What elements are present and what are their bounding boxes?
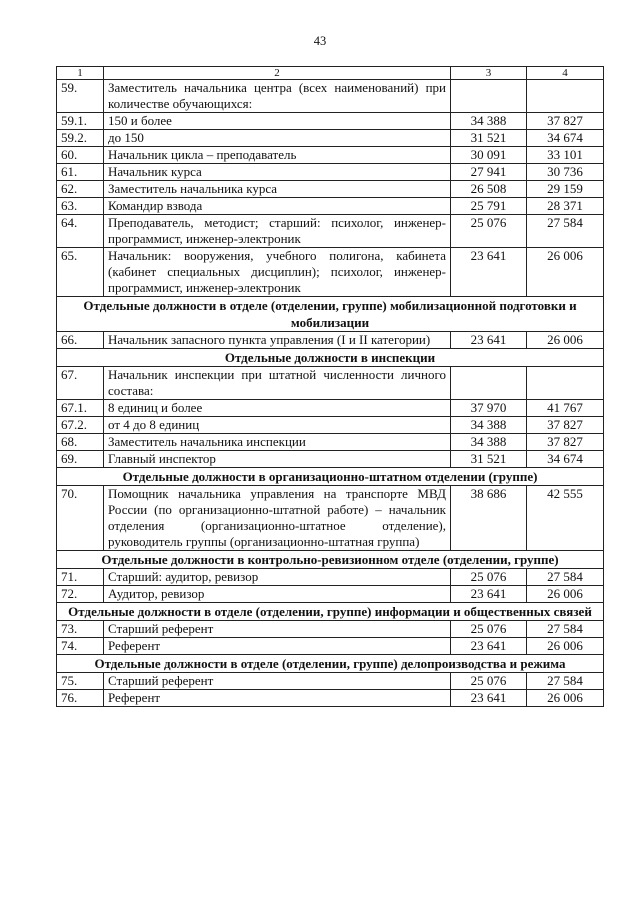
row-number: 59.2. [57,130,104,147]
row-number: 75. [57,673,104,690]
salary-column-4: 27 584 [527,215,604,248]
row-number: 67.1. [57,400,104,417]
salary-column-4: 29 159 [527,181,604,198]
column-number: 1 [57,67,104,80]
salary-column-4: 26 006 [527,586,604,603]
position-title: Начальник курса [104,164,451,181]
salary-column-3: 23 641 [451,586,527,603]
salary-column-3: 23 641 [451,332,527,349]
table-row [57,569,604,586]
section-header-row [57,297,604,332]
salary-column-4: 34 674 [527,451,604,468]
salary-column-3: 34 388 [451,113,527,130]
salary-column-4: 26 006 [527,690,604,707]
table-row [57,673,604,690]
salary-column-3: 23 641 [451,248,527,297]
position-title: Начальник инспекции при штатной численности личного состава: [104,367,451,400]
salary-column-4: 37 827 [527,113,604,130]
section-title: Отдельные должности в отделе (отделении, группе) мобилизационной подготовки и мобилизации [57,297,604,332]
row-number: 69. [57,451,104,468]
salary-column-4: 26 006 [527,248,604,297]
position-title: Аудитор, ревизор [104,586,451,603]
salary-column-4: 27 584 [527,673,604,690]
salary-column-4: 41 767 [527,400,604,417]
section-title: Отдельные должности в инспекции [57,349,604,367]
table-row [57,181,604,198]
row-number: 67. [57,367,104,400]
section-title: Отдельные должности в организационно-штатном отделении (группе) [57,468,604,486]
salary-column-4: 37 827 [527,417,604,434]
salary-column-3: 34 388 [451,434,527,451]
salary-column-4 [527,80,604,113]
salary-column-4: 26 006 [527,638,604,655]
position-title: от 4 до 8 единиц [104,417,451,434]
table-row [57,80,604,113]
salary-column-4: 37 827 [527,434,604,451]
table-body [57,67,604,707]
row-number: 71. [57,569,104,586]
position-title: Преподаватель, методист; старший: психолог, инженер-программист, инженер-электроник [104,215,451,248]
row-number: 76. [57,690,104,707]
salary-column-4: 33 101 [527,147,604,164]
table-row [57,621,604,638]
row-number: 66. [57,332,104,349]
position-title: 150 и более [104,113,451,130]
table-row [57,690,604,707]
table-row [57,113,604,130]
position-title: Заместитель начальника центра (всех наименований) при количестве обучающихся: [104,80,451,113]
row-number: 72. [57,586,104,603]
position-title: Начальник запасного пункта управления (I и II категории) [104,332,451,349]
section-header-row [57,655,604,673]
position-title: Помощник начальника управления на транспорте МВД России (по организационно-штатной работе) – начальник отделения (организационно-штатное отделение), руководитель группы (организационно-штатная группа) [104,486,451,551]
position-title: 8 единиц и более [104,400,451,417]
salary-column-4: 28 371 [527,198,604,215]
row-number: 59.1. [57,113,104,130]
table-row [57,417,604,434]
position-title: Начальник цикла – преподаватель [104,147,451,164]
table-row [57,367,604,400]
row-number: 63. [57,198,104,215]
salary-table [56,66,604,707]
salary-column-3: 26 508 [451,181,527,198]
section-title: Отдельные должности в отделе (отделении, группе) делопроизводства и режима [57,655,604,673]
salary-column-3 [451,367,527,400]
salary-column-4: 27 584 [527,621,604,638]
table-row [57,332,604,349]
salary-column-3: 30 091 [451,147,527,164]
page-number: 43 [313,34,327,48]
position-title: Заместитель начальника курса [104,181,451,198]
column-number: 4 [527,67,604,80]
salary-column-3: 25 076 [451,569,527,586]
salary-column-4: 34 674 [527,130,604,147]
salary-column-3: 34 388 [451,417,527,434]
salary-column-3: 27 941 [451,164,527,181]
salary-column-3: 25 076 [451,673,527,690]
position-title: Командир взвода [104,198,451,215]
salary-column-3 [451,80,527,113]
section-title: Отдельные должности в контрольно-ревизионном отделе (отделении, группе) [57,551,604,569]
position-title: Главный инспектор [104,451,451,468]
salary-column-3: 31 521 [451,451,527,468]
row-number: 68. [57,434,104,451]
salary-column-3: 23 641 [451,690,527,707]
salary-column-3: 25 076 [451,621,527,638]
section-header-row [57,468,604,486]
position-title: Старший: аудитор, ревизор [104,569,451,586]
salary-column-4: 42 555 [527,486,604,551]
salary-column-3: 23 641 [451,638,527,655]
position-title: Референт [104,638,451,655]
row-number: 61. [57,164,104,181]
row-number: 62. [57,181,104,198]
position-title: Заместитель начальника инспекции [104,434,451,451]
table-row [57,638,604,655]
table-row [57,164,604,181]
table-row [57,400,604,417]
column-number-row [57,67,604,80]
table-row [57,215,604,248]
table-row [57,198,604,215]
position-title: Старший референт [104,673,451,690]
position-title: Старший референт [104,621,451,638]
row-number: 59. [57,80,104,113]
salary-column-4: 27 584 [527,569,604,586]
salary-column-3: 25 076 [451,215,527,248]
section-header-row [57,603,604,621]
salary-column-4: 30 736 [527,164,604,181]
section-title: Отдельные должности в отделе (отделении, группе) информации и общественных связей [57,603,604,621]
table-row [57,586,604,603]
position-title: Начальник: вооружения, учебного полигона, кабинета (кабинет специальных дисциплин); психолог, инженер-программист, инженер-электроник [104,248,451,297]
table-row [57,451,604,468]
position-title: до 150 [104,130,451,147]
column-number: 3 [451,67,527,80]
table-row [57,486,604,551]
row-number: 73. [57,621,104,638]
row-number: 67.2. [57,417,104,434]
row-number: 60. [57,147,104,164]
salary-column-4 [527,367,604,400]
section-header-row [57,551,604,569]
column-number: 2 [104,67,451,80]
table-row [57,248,604,297]
position-title: Референт [104,690,451,707]
salary-column-3: 25 791 [451,198,527,215]
row-number: 74. [57,638,104,655]
table-row [57,434,604,451]
row-number: 65. [57,248,104,297]
salary-column-3: 37 970 [451,400,527,417]
row-number: 70. [57,486,104,551]
table-row [57,130,604,147]
salary-column-3: 31 521 [451,130,527,147]
salary-column-4: 26 006 [527,332,604,349]
section-header-row [57,349,604,367]
salary-column-3: 38 686 [451,486,527,551]
table-row [57,147,604,164]
row-number: 64. [57,215,104,248]
